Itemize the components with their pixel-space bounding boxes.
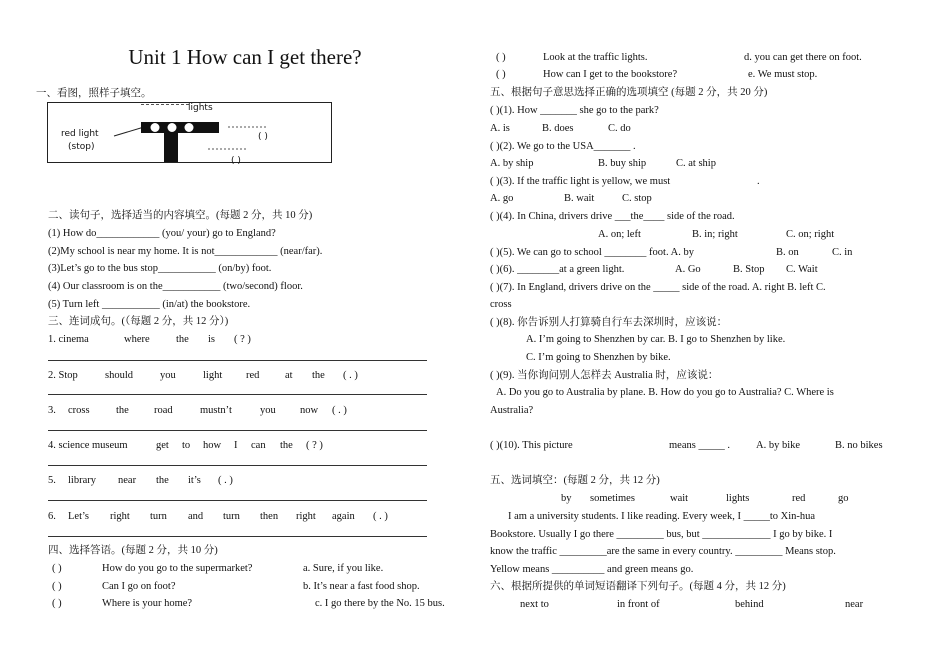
s2-item-3: (3)Let’s go to the bus stop___________ (on/by) foot. — [48, 263, 272, 274]
s5-q7-cont: cross — [490, 299, 512, 310]
s2-item-5: (5) Turn left ___________ (in/at) the bookstore. — [48, 299, 251, 310]
s5-q8-opt-c: C. I’m going to Shenzhen by bike. — [526, 352, 671, 363]
word: ( . ) — [373, 511, 388, 522]
page-title: Unit 1 How can I get there? — [128, 45, 362, 69]
lights-label: lights — [188, 103, 213, 113]
word: cross — [68, 405, 90, 416]
traffic-light-drawing — [48, 103, 331, 162]
word: to — [182, 440, 191, 451]
s5-q6: ( )(6). ________at a green light. — [490, 264, 625, 275]
word: road — [154, 405, 173, 416]
s3-row-1 — [48, 333, 251, 346]
s4-q3: Where is your home? — [102, 598, 193, 609]
word-bank-item: by — [561, 493, 572, 504]
word: now — [300, 405, 319, 416]
section-5-header: 五、根据句子意思选择正确的选项填空 (每题 2 分，共 20 分) — [490, 87, 768, 98]
word: you — [160, 370, 176, 381]
s5-q3-end: . — [757, 176, 760, 187]
section-2-header: 二、读句子，选择适当的内容填空。(每题 2 分，共 10 分) — [48, 210, 313, 221]
s5-q1: ( )(1). How _______ she go to the park? — [490, 105, 659, 116]
word: ( . ) — [343, 370, 358, 381]
word-bank-item: go — [838, 493, 849, 504]
s3-row-4 — [48, 439, 368, 452]
section-1-header: 一、看图，照样子填空。 — [36, 88, 152, 99]
word: at — [285, 370, 293, 381]
answer-line — [48, 536, 427, 537]
section-4-header: 四、选择答语。(每题 2 分，共 10 分) — [48, 545, 218, 556]
s5-q8: ( )(8). 你告诉别人打算骑自行车去深圳时，应该说： — [490, 317, 728, 328]
word: then — [260, 511, 279, 522]
word: and — [188, 511, 204, 522]
word: can — [251, 440, 266, 451]
word: light — [203, 370, 223, 381]
s5-q6-opt-a: A. Go — [675, 264, 701, 275]
s5-q7: ( )(7). In England, drivers drive on the _____ side of the road. A. right B. left C. — [490, 282, 826, 293]
s4-a1: a. Sure, if you like. — [303, 563, 384, 574]
word-bank-item: wait — [670, 493, 689, 504]
answer-paren-2: ( ) — [231, 156, 241, 166]
s5-q10: ( )(10). This picture — [490, 440, 573, 451]
word: should — [105, 370, 134, 381]
s5-q3-opt-a: A. go — [490, 193, 514, 204]
s5-q4-opt-a: A. on; left — [598, 229, 641, 240]
s5-q5-opt-b: B. on — [776, 247, 799, 258]
s4-a5: e. We must stop. — [748, 69, 818, 80]
s5-q10-mid: means _____ . — [669, 440, 730, 451]
word: the — [312, 370, 325, 381]
word: you — [260, 405, 276, 416]
answer-line — [48, 430, 427, 431]
s4-q5: How can I get to the bookstore? — [543, 69, 678, 80]
word: 5. — [48, 475, 56, 486]
word: ( . ) — [332, 405, 347, 416]
word-bank-item: red — [792, 493, 806, 504]
section-3-header: 三、连词成句。(（每题 2 分，共 12 分）) — [48, 316, 229, 327]
s4-a2: b. It’s near a fast food shop. — [303, 581, 420, 592]
answer-line — [48, 465, 427, 466]
s2-item-1: (1) How do____________ (you/ your) go to England? — [48, 228, 276, 239]
word: again — [332, 511, 355, 522]
s5-q9-cont: Australia? — [490, 405, 534, 416]
stop-label: (stop) — [68, 142, 95, 152]
s5-q2-opt-c: C. at ship — [676, 158, 716, 169]
answer-line — [48, 360, 427, 361]
word: where — [124, 334, 150, 345]
s5-q2-opt-a: A. by ship — [490, 158, 534, 169]
s5-q5-opt-c: C. in — [832, 247, 853, 258]
word: right — [110, 511, 130, 522]
word: near — [118, 475, 137, 486]
s5-q1-opt-c: C. do — [608, 123, 631, 134]
s5-q8-opt-ab: A. I’m going to Shenzhen by car. B. I go to Shenzhen by like. — [526, 334, 786, 345]
word: turn — [150, 511, 167, 522]
word-bank-item: sometimes — [590, 493, 635, 504]
word: get — [156, 440, 169, 451]
s5-q9-opts: A. Do you go to Australia by plane. B. How do you go to Australia? C. Where is — [496, 387, 834, 398]
word: the — [116, 405, 129, 416]
word: I — [234, 440, 238, 451]
word: mustn’t — [200, 405, 232, 416]
passage-line-2: Bookstore. Usually I go there _________ bus, but _____________ I go by bike. I — [490, 529, 833, 540]
s4-paren: ( ) — [496, 69, 506, 80]
answer-line — [48, 500, 427, 501]
red-lamp-icon — [150, 123, 160, 133]
word: ( ? ) — [306, 440, 323, 451]
word: 3. — [48, 405, 56, 416]
s3-row-2 — [48, 369, 368, 382]
traffic-light-pole — [164, 133, 178, 162]
section-6-header: 六、根据所提供的单词短语翻译下列句子。(每题 4 分，共 12 分) — [490, 581, 786, 592]
word: it’s — [188, 475, 201, 486]
s5-q1-opt-b: B. does — [542, 123, 574, 134]
s3-row-5 — [48, 474, 368, 487]
s5-q4-opt-c: C. on; right — [786, 229, 835, 240]
word: right — [296, 511, 316, 522]
answer-paren-1: ( ) — [258, 132, 268, 142]
word: 1. cinema — [48, 334, 89, 345]
red-light-label: red light — [61, 129, 99, 139]
word: is — [208, 334, 216, 345]
word: 2. Stop — [48, 370, 78, 381]
s5-q5: ( )(5). We can go to school ________ foot. A. by — [490, 247, 694, 258]
word: library — [68, 475, 96, 486]
s5-q6-opt-b: B. Stop — [733, 264, 765, 275]
word: 4. science museum — [48, 440, 128, 451]
s4-paren: ( ) — [52, 598, 62, 609]
s3-row-3 — [48, 404, 368, 417]
s5-q6-opt-c: C. Wait — [786, 264, 818, 275]
answer-line — [48, 394, 427, 395]
green-lamp-icon — [184, 123, 194, 133]
phrase-item: behind — [735, 599, 764, 610]
passage-line-1: I am a university students. I like reading. Every week, I _____to Xin-hua — [508, 511, 816, 522]
s5-q1-opt-a: A. is — [490, 123, 510, 134]
s5-q10-opt-a: A. by bike — [756, 440, 801, 451]
s5-q2-opt-b: B. buy ship — [598, 158, 647, 169]
s5-q4: ( )(4). In China, drivers drive ___the____ side of the road. — [490, 211, 735, 222]
s2-item-2: (2)My school is near my home. It is not____________ (near/far). — [48, 246, 323, 257]
s5-q3: ( )(3). If the traffic light is yellow, we must — [490, 176, 671, 187]
s4-q4: Look at the traffic lights. — [543, 52, 648, 63]
s4-paren: ( ) — [496, 52, 506, 63]
phrase-item: in front of — [617, 599, 660, 610]
word: how — [203, 440, 222, 451]
s5-q10-opt-b: B. no bikes — [835, 440, 883, 451]
word: the — [280, 440, 293, 451]
word: Let’s — [68, 511, 89, 522]
s4-q2: Can I go on foot? — [102, 581, 176, 592]
phrase-item: next to — [520, 599, 549, 610]
phrase-item: near — [845, 599, 864, 610]
word: the — [176, 334, 189, 345]
s5-q9: ( )(9). 当你询问别人怎样去 Australia 时，应该说： — [490, 370, 719, 381]
s4-a4: d. you can get there on foot. — [744, 52, 862, 63]
yellow-lamp-icon — [167, 123, 177, 133]
s2-item-4: (4) Our classroom is on the___________ (two/second) floor. — [48, 281, 303, 292]
s5-q3-opt-c: C. stop — [622, 193, 652, 204]
word-bank-item: lights — [726, 493, 750, 504]
traffic-light-figure — [47, 102, 332, 166]
word: turn — [223, 511, 240, 522]
word: ( ? ) — [234, 334, 251, 345]
s4-a3: c. I go there by the No. 15 bus. — [315, 598, 445, 609]
word: 6. — [48, 511, 56, 522]
word: red — [246, 370, 260, 381]
pointer-line — [114, 127, 144, 136]
word: the — [156, 475, 169, 486]
s4-paren: ( ) — [52, 581, 62, 592]
section-5b-header: 五、选词填空：(每题 2 分，共 12 分) — [490, 475, 660, 486]
passage-line-3: know the traffic _________are the same in every country. _________ Means stop. — [490, 546, 836, 557]
s4-paren: ( ) — [52, 563, 62, 574]
s4-q1: How do you go to the supermarket? — [102, 563, 253, 574]
word: ( . ) — [218, 475, 233, 486]
passage-line-4: Yellow means __________ and green means go. — [490, 564, 694, 575]
s5-q2: ( )(2). We go to the USA_______ . — [490, 141, 636, 152]
s5-q3-opt-b: B. wait — [564, 193, 595, 204]
s3-row-6 — [48, 510, 408, 523]
s5-q4-opt-b: B. in; right — [692, 229, 738, 240]
